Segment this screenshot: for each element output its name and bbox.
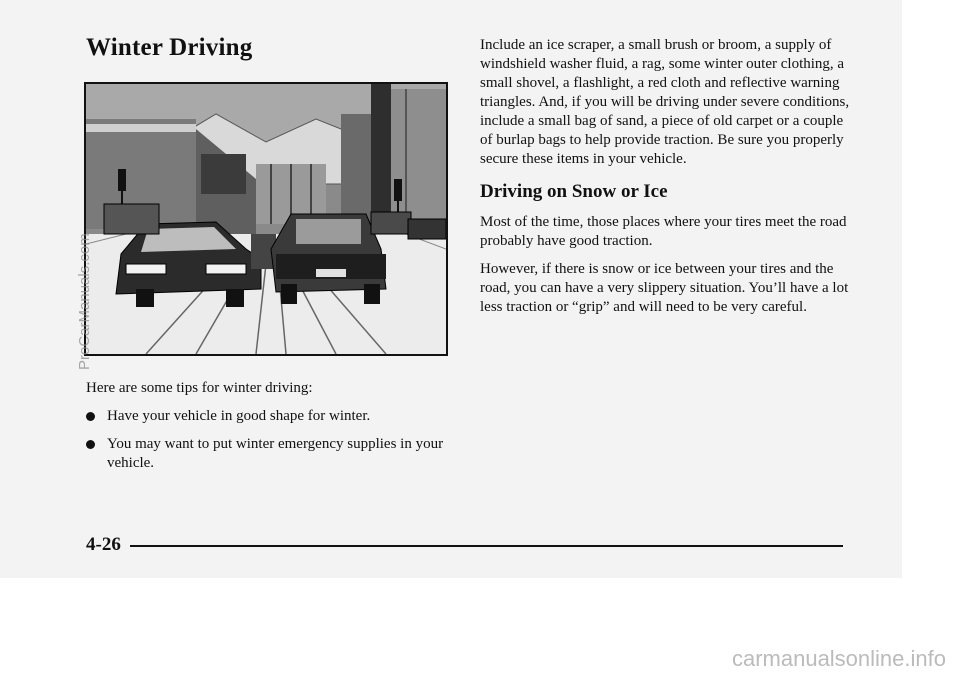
winter-street-scene-image (86, 84, 446, 354)
tips-list (86, 407, 456, 473)
tips-intro: Here are some tips for winter driving: (86, 380, 313, 396)
supplies-paragraph: Include an ice scraper, a small brush or broom, a supply of windshield washer fluid, a rag, some winter outer clothing, a small shovel, a flashlight, a red cloth and reflective warning triangles. And, if you will be driving under severe conditions, include a small bag of sand, a piece of old carpet or a couple of burlap bags to help provide traction. Be sure you properly secure these items in your vehicle. (480, 37, 850, 167)
page-number: 4-26 (86, 534, 121, 555)
list-item-text: You may want to put winter emergency supplies in your vehicle. (107, 436, 444, 471)
page-title: Winter Driving (86, 34, 253, 61)
left-column (86, 379, 456, 473)
side-watermark: ProCarManuals.com (76, 233, 93, 370)
list-item-text: Have your vehicle in good shape for winter. (107, 408, 371, 424)
slippery-paragraph: However, if there is snow or ice between your tires and the road, you can have a very slippery situation. You’ll have a lot less traction or “grip” and will need to be very careful. (480, 261, 849, 315)
list-item (86, 435, 456, 473)
right-column (480, 36, 852, 317)
bullet-icon (86, 412, 95, 421)
winter-driving-illustration (84, 82, 448, 356)
traction-paragraph: Most of the time, those places where your tires meet the road probably have good traction. (480, 214, 847, 249)
list-item (86, 407, 456, 426)
footer-rule (130, 545, 843, 547)
bullet-icon (86, 440, 95, 449)
bottom-watermark: carmanualsonline.info (731, 646, 946, 671)
section-heading: Driving on Snow or Ice (480, 181, 668, 202)
